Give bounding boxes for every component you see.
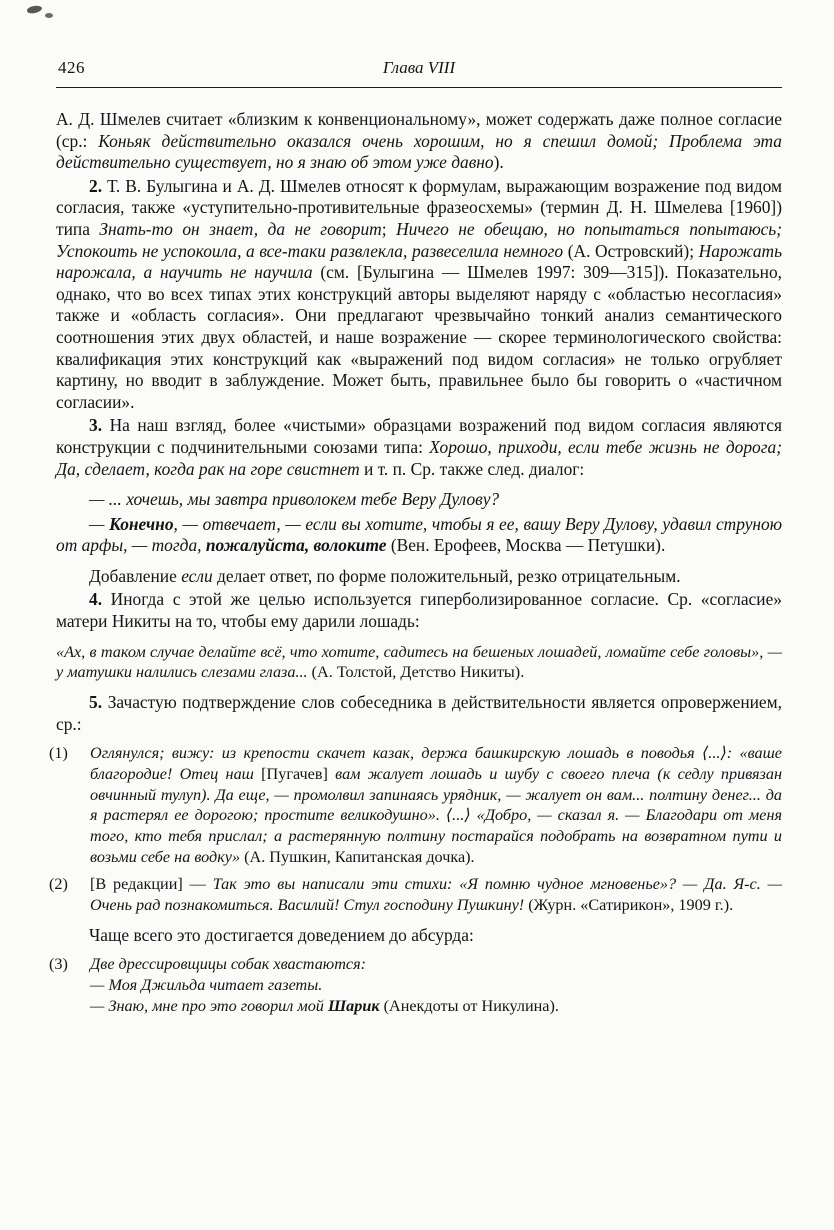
scan-artifact	[45, 13, 53, 18]
example-1: (1) Оглянулся; вижу: из крепости скачет казак, держа башкирскую лошадь в поводья ⟨...⟩: «ваше благородие! Отец наш [Пугачев] вам жалует лошадь и шубу с своего плеча (к седлу привязан овчинный тулуп). Да еще, — промолвил запинаясь урядник, — жалует он вам... полтину денег... да я растерял ее дорогою; простите великодушно». ⟨...⟩ «Добро, — сказал я. — Благодари от меня того, кто тебя прислал; а растерянную полтину постарайся подобрать на возвратном пути и возьми себе на водку» (А. Пушкин, Капитанская дочка).	[49, 744, 782, 866]
example-3: (3) Две дрессировщицы собак хвастаются: — Моя Джильда читает газеты. — Знаю, мне про это говорил мой Шарик (Анекдоты от Никулина).	[49, 955, 559, 1015]
scan-artifact	[26, 4, 42, 14]
example-number: (1)	[49, 744, 68, 763]
para-note-esli: Добавление если делает ответ, по форме положительный, резко отрицательным.	[89, 565, 681, 586]
example-number: (3)	[49, 955, 68, 974]
example-number: (2)	[49, 875, 68, 894]
quote-tolstoy: «Ах, в таком случае делайте всё, что хотите, садитесь на бешеных лошадей, ломайте себе головы», — у матушки налились слезами глаза... (А. Толстой, Детство Никиты).	[56, 642, 782, 682]
chapter-title: Глава VIII	[382, 58, 456, 77]
running-head	[56, 58, 782, 80]
para-item-5: 5. Зачастую подтверждение слов собеседника в действительности является опровержением, ср.:	[56, 692, 782, 734]
example-2: (2) [В редакции] — Так это вы написали эти стихи: «Я помню чудное мгновенье»? — Да. Я-с. — Очень рад познакомиться. Василий! Стул господину Пушкину! (Журн. «Сатирикон», 1909 г.).	[49, 875, 782, 915]
page-number: 426	[58, 58, 85, 77]
para-item-3: 3. На наш взгляд, более «чистыми» образцами возражений под видом согласия являются конструкции с подчинительными союзами типа: Хорошо, приходи, если тебе жизнь не дорога; Да, сделает, когда рак на горе свистнет и т. п. Ср. также след. диалог:	[56, 415, 782, 479]
dialog-answer: — Конечно, — отвечает, — если вы хотите, чтобы я ее, вашу Веру Дулову, удавил струною от арфы, — тогда, пожалуйста, волоките (Вен. Ерофеев, Москва — Петушки).	[56, 513, 782, 556]
para-item-2: 2. Т. В. Булыгина и А. Д. Шмелев относят к формулам, выражающим возражение под видом согласия, также «уступительно-противительные фразеосхемы» (термин Д. Н. Шмелева [1960]) типа Знать-то он знает, да не говорит; Ничего не обещаю, но попытаться попытаюсь; Успокоить не успокоила, а все-таки развлекла, развеселила немного (А. Островский); Нарожать нарожала, а научить не научила (см. [Булыгина — Шмелев 1997: 309—315]). Показательно, однако, что во всех типах этих конструкций авторы выделяют наряду с «областью несогласия» также и «область согласия». Они предлагают чрезвычайно тонкий анализ семантического соотношения этих двух областей, и наше возражение — скорее терминологического свойства: квалификация этих конструкций как «выражений под видом согласия» не только огрубляет картину, но вводит в заблуждение. Может быть, правильнее было бы говорить о «частичном согласии».	[56, 175, 783, 412]
page-body	[49, 109, 783, 1017]
para-absurd: Чаще всего это достигается доведением до абсурда:	[89, 924, 474, 945]
para-item-4: 4. Иногда с этой же целью используется гиперболизированное согласие. Ср. «согласие» матери Никиты на то, чтобы ему дарили лошадь:	[56, 589, 782, 632]
dialog-question: — ... хочешь, мы завтра приволокем тебе Веру Дулову?	[89, 489, 500, 510]
header-rule	[56, 87, 782, 88]
para-continuation: А. Д. Шмелев считает «близким к конвенциональному», может содержать даже полное согласие (ср.: Коньяк действительно оказался очень хорошим, но я спешил домой; Проблема эта действительно существует, но я знаю об этом уже давно).	[56, 109, 782, 173]
